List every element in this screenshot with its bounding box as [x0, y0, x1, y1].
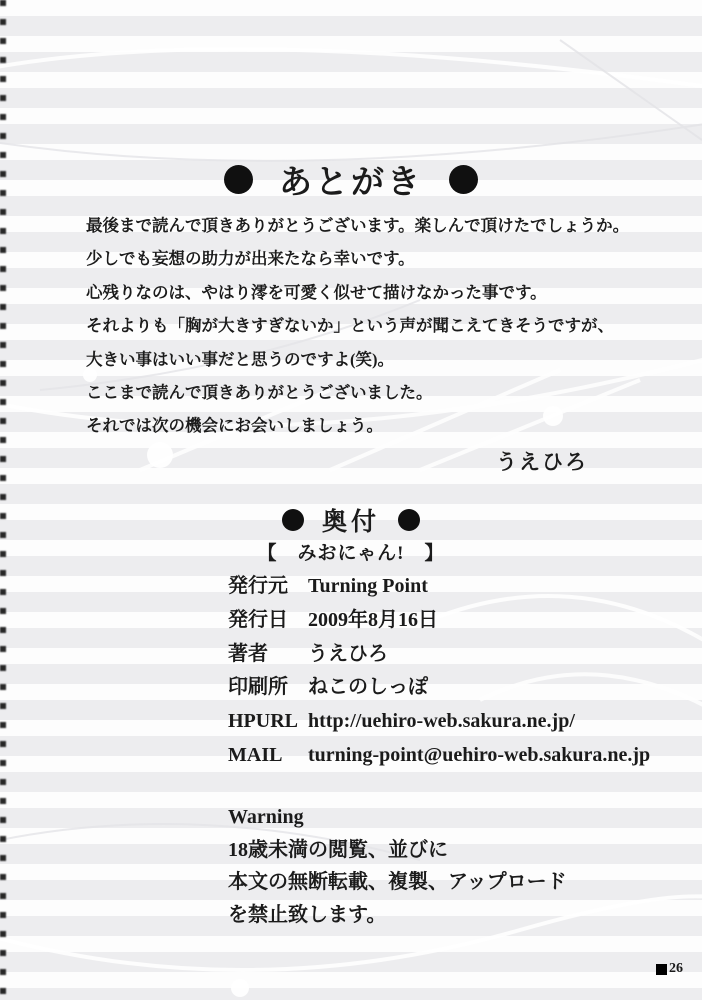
colophon-row-publish-date — [228, 604, 650, 638]
bullet-icon — [398, 509, 420, 531]
colophon-label: 発行元 — [228, 575, 288, 597]
warning-heading: Warning — [228, 806, 304, 828]
colophon-label: 印刷所 — [228, 676, 288, 699]
warning-line: 18歳未満の閲覧、並びに — [228, 838, 448, 861]
colophon-label: 著者 — [228, 642, 268, 665]
spine-binding-marks — [0, 0, 6, 1000]
warning-line: 本文の無断転載、複製、アップロード — [228, 871, 567, 893]
colophon-value: turning-point@uehiro-web.sakura.ne.jp — [308, 743, 651, 766]
afterword-line: 最後まで読んで頂きありがとうございます。楽しんで頂けたでしょうか。 — [86, 216, 630, 235]
warning-line: を禁止致します。 — [228, 903, 387, 926]
afterword-line: ここまで読んで頂きありがとうございました。 — [86, 383, 433, 403]
colophon-row-printer — [228, 671, 650, 705]
afterword-body — [86, 209, 646, 443]
colophon-label: HPURL — [228, 710, 298, 733]
square-bullet-icon — [656, 964, 667, 975]
warning-block — [228, 801, 567, 931]
afterword-line: それよりも「胸が大きすぎないか」という声が聞こえてきそうですが、 — [86, 316, 614, 336]
colophon-row-author — [228, 638, 650, 672]
page-number — [656, 961, 683, 977]
colophon-value: うえひろ — [308, 642, 388, 665]
colophon-value: http://uehiro-web.sakura.ne.jp/ — [308, 710, 575, 733]
colophon-label: 発行日 — [228, 608, 288, 631]
colophon-heading — [0, 502, 702, 538]
book-title: 【 みおにゃん! 】 — [257, 543, 445, 564]
colophon-label: MAIL — [228, 743, 283, 766]
afterword-title: あとがき — [279, 165, 423, 201]
bullet-icon — [282, 509, 304, 531]
page-number-value: 26 — [669, 961, 683, 976]
afterword-line: 少しでも妄想の助力が出来たなら幸いです。 — [86, 249, 415, 269]
colophon-title: 奥付 — [321, 509, 380, 536]
bullet-icon — [449, 165, 478, 194]
afterword-line: それでは次の機会にお会いしましょう。 — [86, 416, 383, 436]
bullet-icon — [224, 165, 253, 194]
afterword-heading — [0, 156, 702, 203]
afterword-line: 心残りなのは、やはり澪を可愛く似せて描けなかった事です。 — [86, 282, 547, 302]
colophon-row-publisher — [228, 570, 650, 604]
author-signature: うえひろ — [496, 450, 588, 474]
colophon-value: Turning Point — [308, 575, 428, 597]
colophon-value: ねこのしっぽ — [308, 676, 428, 699]
colophon-entries — [228, 570, 650, 773]
colophon-value: 2009年8月16日 — [308, 608, 438, 631]
colophon-row-mail — [228, 739, 650, 773]
afterword-line: 大きい事はいい事だと思うのですよ(笑)。 — [86, 349, 394, 369]
colophon-row-homepage-url — [228, 705, 650, 739]
